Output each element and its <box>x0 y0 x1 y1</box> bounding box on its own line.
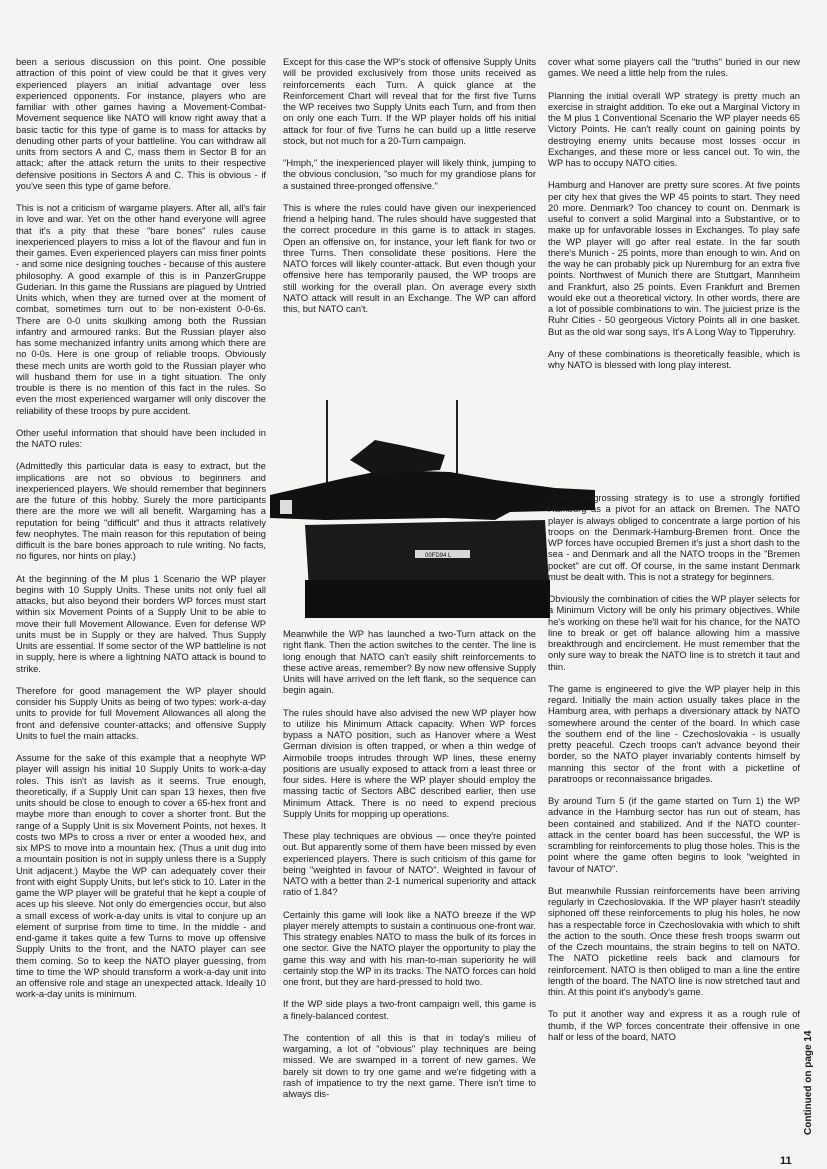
paragraph: "Hmph," the inexperienced player will likely think, jumping to the obvious conclusion, "so much for my grandiose plans for a sustained three-pronged offensive." <box>283 158 536 191</box>
paragraph: A very engrossing strategy is to use a strongly fortified Hamburg as a pivot for an attack on Bremen. The NATO player is always obliged to concentrate a large portion of his troops on the Denmark-Hamburg-Bremen front. Once the WP forces have occupied Bremen it's just a short dash to the sea - and Denmark and all the NATO troops in the "Bremen pocket" are cut off. Of course, in the same instant Denmark must be dealt with. This is not a strategy for beginners. <box>548 493 800 582</box>
article-column-2-top <box>283 57 536 326</box>
paragraph: Therefore for good management the WP player should consider his Supply Units as being of two types: work-a-day units to provide for full Movement Allowances all along the front and defensive counter-attacks; and offensive Supply Units to fuel the main attacks. <box>16 685 266 741</box>
tank-silhouette <box>270 400 595 618</box>
tank-photo <box>265 400 595 630</box>
article-column-3-bottom <box>548 493 800 1054</box>
page-number: 11 <box>780 1155 792 1167</box>
article-column-1 <box>16 57 266 1012</box>
paragraph: But meanwhile Russian reinforcements have been arriving regularly in Czechoslovakia. If the WP player hasn't steadily siphoned off these reinforcements to plug his holes, he now has a respectable force in Czechoslovakia with which to shift the action to the south. Once these fresh troops swarm out of the Czech mountains, the strain begins to tell on NATO. The NATO picketline reels back and clamours for reinforcement. NATO is then obliged to man a line the entire length of the board. The NATO line is now stretched taut and thin. At this point it's anybody's game. <box>548 885 800 997</box>
paragraph: The rules should have also advised the new WP player how to utilize his Minimum Attack capacity. When WP forces bypass a NATO position, such as Hanover where a West German division is often trapped, or when a thin wedge of Airmobile troops intrudes through WP lines, these enemy positions are usually exposed to attack from a least three or four sides. Here is where the WP player should employ the massing tactic of Sectors ABC described earlier, then use Minimum Attack. There is no need to expend precious Supply Units for mopping up operations. <box>283 707 536 819</box>
paragraph: To put it another way and express it as a rough rule of thumb, if the WP forces concentrate their offensive in one half or less of the board, NATO <box>548 1009 800 1042</box>
paragraph: Planning the initial overall WP strategy is pretty much an exercise in straight addition. To eke out a Marginal Victory in the M plus 1 Conventional Scenario the WP player needs 65 Victory Points. He can't really count on gaining points by destroying enemy units because most losses occur in Exchanges, and these more or less cancel out. To win, the WP has to occupy NATO cities. <box>548 90 800 168</box>
paragraph: The contention of all this is that in today's milieu of wargaming, a lot of "obvious" play techniques are being missed. We are swamped in a torrent of new games. We barely sit down to try one game and we're fidgeting with a rash of impatience to try the next game. There isn't time to always dis- <box>283 1032 536 1099</box>
paragraph: Except for this case the WP's stock of offensive Supply Units will be provided exclusively from those units received as reinforcements each Turn. A quick glance at the Reinforcement Chart will reveal that for the first five Turns the WP receives two Supply Units each Turn, and from then on only one each Turn. If the WP player holds off his initial attack for four of five Turns he can build up a little reserve stock, but not much for a 20-Turn campaign. <box>283 57 536 146</box>
paragraph: Other useful information that should have been included in the NATO rules: <box>16 427 266 449</box>
paragraph: Any of these combinations is theoretically feasible, which is why NATO is blessed with long play interest. <box>548 348 800 370</box>
article-column-2-bottom <box>283 629 536 1111</box>
paragraph: Certainly this game will look like a NATO breeze if the WP player merely attempts to sustain a continuous one-front war. This strategy enables NATO to mass the bulk of its forces in one sector. Give the NATO player the opportunity to play the game this way and with his man-to-man superiority he will certainly stop the WP in its tracks. The NATO forces can hold one front, but they are hard-pressed to hold two. <box>283 909 536 987</box>
hull-marking: 00FD94 L <box>425 553 452 559</box>
paragraph: been a serious discussion on this point. One possible attraction of this point of view could be that it gives very experienced players an initial advantage over less experienced opponents. For instance, players who are familiar with other games having a Movement-Combat-Movement sequence like NATO will know right away that a basic tactic for this type of game is to mass for attacks by denuding other parts of your battleline. You can withdraw all units from sectors A and C, mass them in Sector B for an attack; after the attack return the units to their respective defensive positions in Sectors A and C. This is obvious - if you've seen this type of game before. <box>16 57 266 191</box>
paragraph: This is where the rules could have given our inexperienced friend a helping hand. The rules should have suggested that the correct procedure in this game is to attack in stages. Open an offensive on, for instance, your left flank for two or three Turns. Then consolidate these positions. Here the NATO forces will likely counter-attack. But even though your offensive here has temporarily paused, the WP troops are still working for the overall plan. On average every sixth NATO attack will result in an Exchange. The WP can afford this, but NATO can't. <box>283 202 536 314</box>
paragraph: cover what some players call the "truths" buried in our new games. We need a little help from the rules. <box>548 57 800 79</box>
paragraph: At the beginning of the M plus 1 Scenario the WP player begins with 10 Supply Units. These units not only fuel all attacks, but also beyond their borders WP forces must start within six Movement Points of a Supply Unit to be able to move their full Movement Allowance. Even for defense WP units must be in Supply or they are halved. Thus Supply Units are essential. If some sector of the WP battleline is not in supply, here is where a lightning NATO attack is bound to strike. <box>16 573 266 674</box>
paragraph: Obviously the combination of cities the WP player selects for a Minimum Victory will be only his primary objectives. While he's working on these he'll wait for his chance, for the NATO line to break or get off balance allowing him a massive breakthrough and encirclement. He must remember that the only sure way to break the NATO line is to stretch it taut and thin. <box>548 594 800 672</box>
paragraph: Assume for the sake of this example that a neophyte WP player will assign his initial 10 Supply Units to work-a-day roles. This isn't as lavish as it seems. True enough, theoretically, if a Supply Unit can span 13 hexes, then five units should be close to enough to cover a 65-hex front and maybe more than enough to cover a shorter front. But the range of a Supply Unit is six Movement Points, not hexes. It costs two MPs to cross a river or enter a wooded hex, and six MPS to move into a mountain hex. (Thus a unit dug into a mountain position is not in supply unless there is a Supply Unit adjacent.) Maybe the WP can adequately cover their front with eight Supply Units, but let's stick to 10. Later in the game the WP player will be grateful that he kept a couple of aces up his sleeve. Not only do emergencies occur, but also a small excess of work-a-day units is vital to conjure up an element of surprise from time to time. In the middle - and end-game it takes quite a few Turns to move up offensive Supply Units to the front, and the NATO player can see them coming. So to keep the NATO player guessing, from time to time the WP should transform a work-a-day unit into an offensive role and stage an unexpected attack. Ideally 10 work-a-day units is minimum. <box>16 753 266 1000</box>
paragraph: Hamburg and Hanover are pretty sure scores. At five points per city hex that gives the WP 45 points to start. They need 20 more. Denmark? Too chancey to count on. Denmark is useful to convert a solid Marginal into a Substantive, or to make up for unfavorable losses in Exchanges. To play safe the WP player will go after real estate. In the far south there's Munich - 25 points, more than enough to win. And on the way he can probably pick up Nuremburg for an extra five points. Northwest of Munich there are Stuttgart, Mannheim and Frankfurt, also 25 points. Even Frankfurt and Bremen would eke out a theoretical victory. In other words, there are a lot of possible combinations to win. The juiciest prize is the Ruhr Cities - 50 georgeous Victory Points all in one basket. But as the old war song says, It's A Long Way to Tipperuhry. <box>548 180 800 337</box>
paragraph: Meanwhile the WP has launched a two-Turn attack on the right flank. Then the action switches to the center. The line is long enough that NATO can't easily shift reinforcements to these active areas, remember? By now new offensive Supply Units will have arrived on the left flank, so the sequence can begin again. <box>283 629 536 696</box>
continued-on-note: Continued on page 14 <box>803 1030 814 1135</box>
paragraph: (Admittedly this particular data is easy to extract, but the implications are not so obvious to beginners and inexperienced players. We should remember that beginners are the future of this hobby. Surely the more participants there are the more we will all benefit. Wargaming has a reputation for being "difficult" and thus it attracts relatively few neophytes. The main reason for this reputation of being difficult is the bare bones approach to rule writing. No facts, no figures, nor hints on play.) <box>16 461 266 562</box>
article-column-3-top <box>548 57 800 382</box>
paragraph: If the WP side plays a two-front campaign well, this game is a finely-balanced contest. <box>283 999 536 1021</box>
paragraph: These play techniques are obvious — once they're pointed out. But apparently some of them have been missed by even experienced players. There is such criticism of this game for being "weighted in favour of NATO". Weighted in favour of NATO with a better than 2-1 numerical superiority and attack ratio of 1.84? <box>283 831 536 898</box>
paragraph: The game is engineered to give the WP player help in this regard. Initially the main action usually takes place in the Hamburg area, with perhaps a diversionary attack by NATO somewhere around the center of the board. In which case the southern end of the line - Czechoslovakia - is usually pretty peaceful. Czech troops can't advance beyond their border, so the NATO player invariably contents himself by manning this sector of the front with a picketline of paratroops or reconnaissance brigades. <box>548 683 800 784</box>
paragraph: This is not a criticism of wargame players. After all, all's fair in love and war. Yet on the other hand everyone will agree that it's a pity that these "bare bones" rules cause inexperienced players to miss a lot of the flavour and fun in their games. Even experienced players can miss finer points - and some nice designing touches - because of this austere philosophy. A good example of this is in PanzerGruppe Guderian. In this game the Russians are plagued by Untried Units which, when they are turned over at the moment of combat, sometimes turn out to be non-existent 0-0-6s. There are 0-0 units skulking among both the Russian infantry and armoured ranks. But the Russian player also has some mechanized infantry units among which there are no 0-0s. Here is one group of reliable troops. Obviously these mech units are worth gold to the Russian player who will husband them for use in a tight situation. The only trouble is there is no mention of this fact in the rules. So even the most experienced wargamer will only discover the reliability of these troops by pure accident. <box>16 203 266 416</box>
paragraph: By around Turn 5 (if the game started on Turn 1) the WP advance in the Hamburg sector has run out of steam, has been contained and stabilized. And if the NATO counter-attack in the center board has been successful, the WP is scrambling for reinforcements to plug those holes. This is the point where the game often begins to look "weighted in favour of NATO". <box>548 796 800 874</box>
